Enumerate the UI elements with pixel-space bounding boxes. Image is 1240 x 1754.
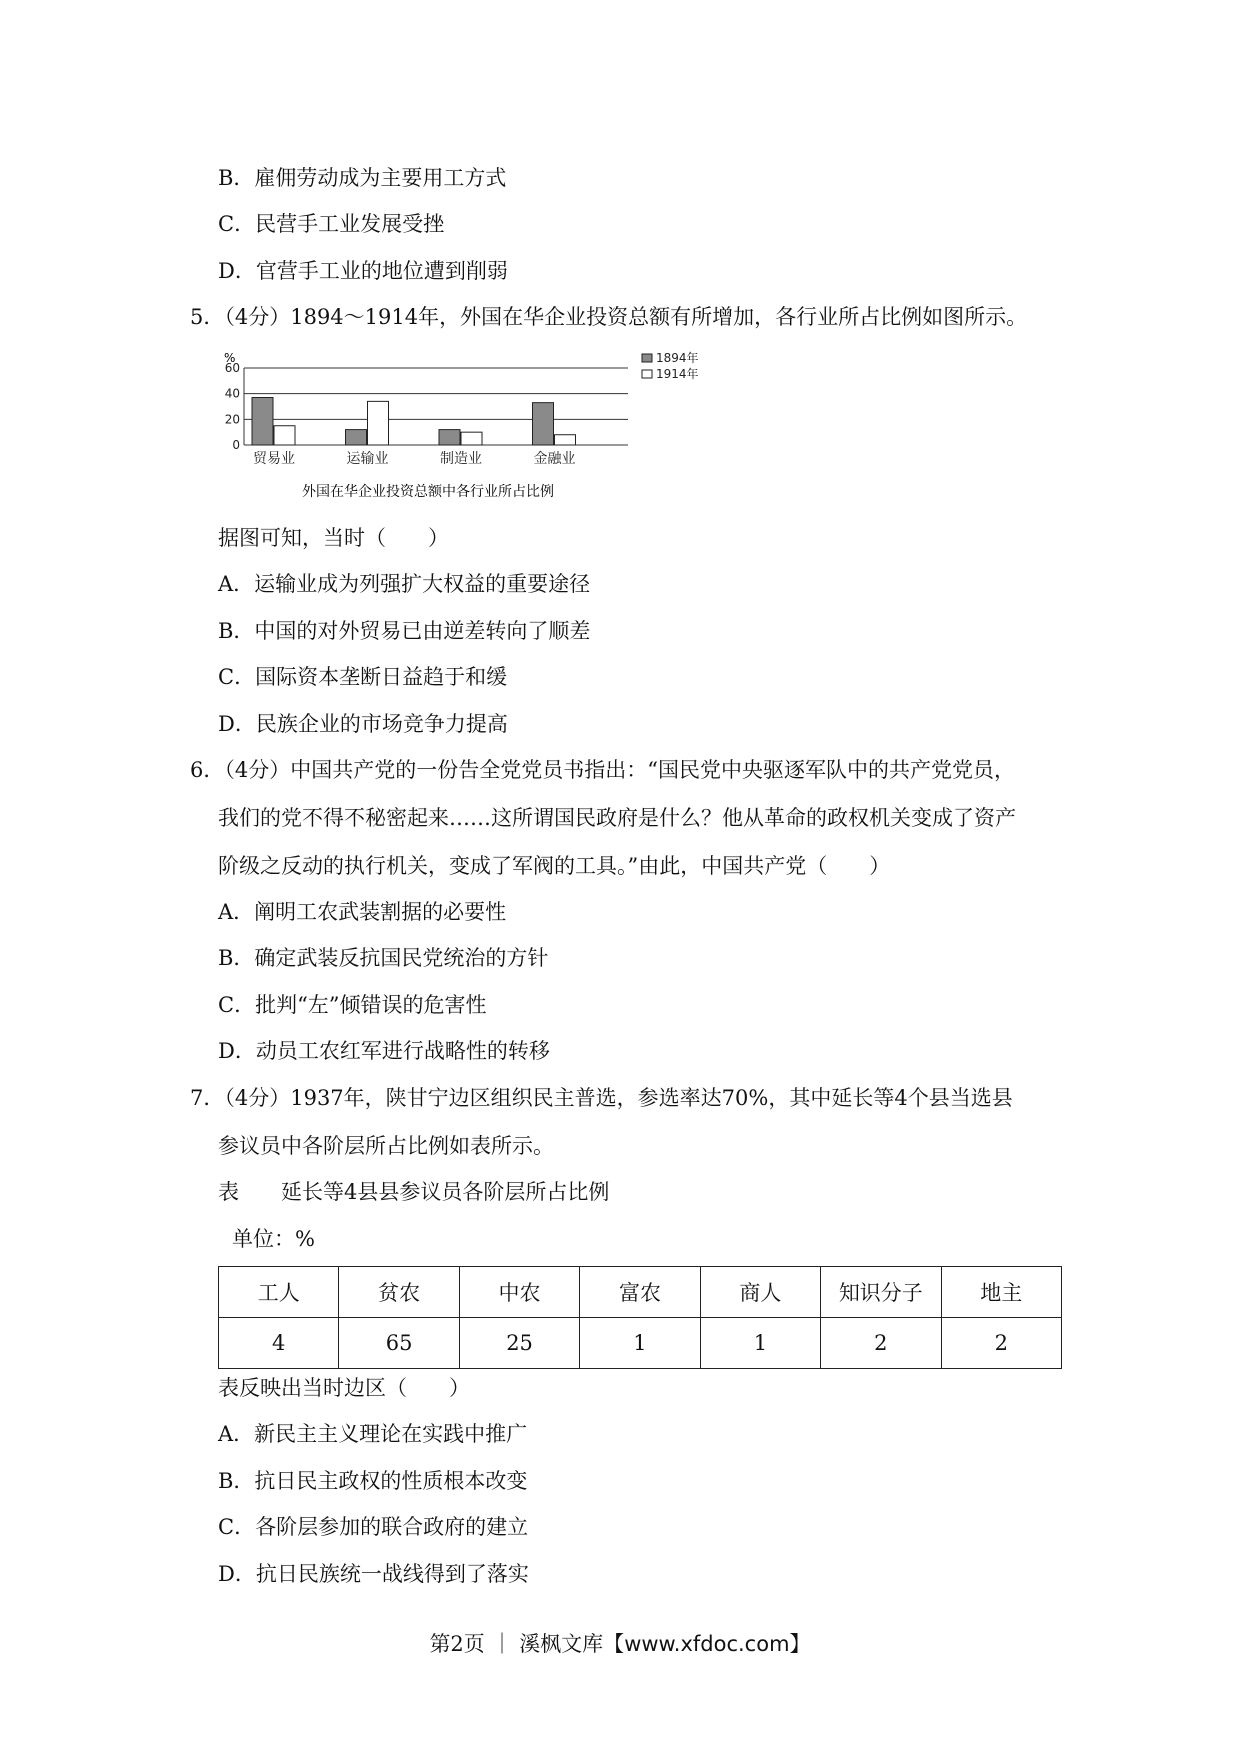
q5-stem: 5．（4分）1894～1914年，外国在华企业投资总额有所增加，各行业所占比例如图所示。: [190, 305, 1028, 329]
table-row: [219, 1318, 1062, 1369]
chart-x-tick-label: 金融业: [533, 451, 576, 467]
legend-swatch: [642, 354, 652, 362]
q5-option-b: B．中国的对外贸易已由逆差转向了顺差: [218, 619, 591, 643]
chart-bar: [533, 403, 554, 445]
chart-x-labels: [253, 450, 576, 467]
table-cell: 4: [219, 1318, 339, 1369]
legend-swatch: [642, 370, 652, 378]
chart-bar: [461, 432, 482, 445]
table-header-row: [219, 1267, 1062, 1318]
q4-option-d: D．官营手工业的地位遭到削弱: [218, 259, 508, 283]
chart-bar: [439, 430, 460, 445]
table-cell: 1: [700, 1318, 820, 1369]
table-header-cell: 工人: [219, 1267, 339, 1318]
table-header-cell: 富农: [580, 1267, 700, 1318]
q6-option-b: B．确定武装反抗国民党统治的方针: [218, 946, 549, 970]
q7-stem-line-2: 参议员中各阶层所占比例如表所示。: [218, 1134, 554, 1158]
table-cell: 2: [941, 1318, 1061, 1369]
investment-bar-chart: [218, 350, 738, 510]
table-header-cell: 知识分子: [821, 1267, 941, 1318]
q6-stem-line-1: 6．（4分）中国共产党的一份告全党党员书指出：“国民党中央驱逐军队中的共产党党员，: [190, 758, 1015, 782]
legend-entry: 1914年: [656, 367, 699, 381]
page-number: 第2页: [429, 1632, 485, 1656]
q5-prompt: 据图可知，当时（ ）: [218, 526, 449, 550]
table-cell: 65: [339, 1318, 459, 1369]
q7-table-caption: 表 延长等4县县参议员各阶层所占比例: [218, 1180, 610, 1204]
chart-bar: [368, 401, 389, 445]
q6-option-d: D．动员工农红军进行战略性的转移: [218, 1039, 550, 1063]
q6-option-c: C．批判“左”倾错误的危害性: [218, 993, 487, 1017]
q7-option-b: B．抗日民主政权的性质根本改变: [218, 1469, 528, 1493]
chart-bar: [252, 398, 273, 445]
chart-y-axis-label: %: [224, 351, 236, 365]
q7-option-a: A．新民主主义理论在实践中推广: [218, 1422, 528, 1446]
q7-option-c: C．各阶层参加的联合政府的建立: [218, 1515, 529, 1539]
footer-bracket: 】: [789, 1632, 811, 1656]
q6-option-a: A．阐明工农武装割据的必要性: [218, 900, 507, 924]
q4-option-b: B．雇佣劳动成为主要用工方式: [218, 166, 507, 190]
table-header-cell: 商人: [700, 1267, 820, 1318]
table-header-cell: 贫农: [339, 1267, 459, 1318]
chart-bars: [252, 398, 576, 445]
council-composition-table: [218, 1266, 1062, 1369]
chart-y-tick-label: 40: [224, 386, 240, 401]
chart-x-tick-label: 贸易业: [253, 451, 295, 467]
table-header-cell: 中农: [459, 1267, 579, 1318]
chart-bar: [346, 430, 367, 445]
q5-option-a: A．运输业成为列强扩大权益的重要途径: [218, 572, 591, 596]
q7-prompt: 表反映出当时边区（ ）: [218, 1376, 470, 1400]
q5-option-c: C．国际资本垄断日益趋于和缓: [218, 665, 508, 689]
site-link[interactable]: www.xfdoc.com: [624, 1632, 790, 1656]
q7-table-unit: 单位：%: [232, 1227, 315, 1251]
chart-y-ticks: [225, 361, 240, 452]
q5-option-d: D．民族企业的市场竞争力提高: [218, 712, 508, 736]
chart-title: 外国在华企业投资总额中各行业所占比例: [302, 484, 554, 500]
chart-y-tick-label: 20: [224, 412, 240, 427]
chart-x-tick-label: 运输业: [346, 451, 389, 467]
table-header-cell: 地主: [941, 1267, 1061, 1318]
q7-option-d: D．抗日民族统一战线得到了落实: [218, 1562, 529, 1586]
q6-stem-line-3: 阶级之反动的执行机关，变成了军阀的工具。”由此，中国共产党（ ）: [218, 854, 891, 878]
page-footer: [0, 1629, 1240, 1659]
chart-bar: [274, 426, 295, 445]
chart-gridlines: [244, 368, 628, 445]
chart-y-tick-label: 60: [224, 361, 240, 375]
chart-bar: [555, 435, 576, 445]
footer-separator: ｜: [491, 1632, 513, 1656]
chart-y-tick-label: 0: [232, 438, 240, 452]
chart-legend: [642, 350, 699, 381]
library-name: 溪枫文库【: [519, 1632, 625, 1656]
table-cell: 2: [821, 1318, 941, 1369]
chart-x-tick-label: 制造业: [440, 451, 482, 467]
q7-stem-line-1: 7．（4分）1937年，陕甘宁边区组织民主普选，参选率达70%，其中延长等4个县当选县: [190, 1086, 1013, 1110]
legend-entry: 1894年: [656, 351, 699, 365]
table-cell: 25: [459, 1318, 579, 1369]
q4-option-c: C．民营手工业发展受挫: [218, 212, 445, 236]
q6-stem-line-2: 我们的党不得不秘密起来……这所谓国民政府是什么？他从革命的政权机关变成了资产: [218, 806, 1016, 830]
table-cell: 1: [580, 1318, 700, 1369]
